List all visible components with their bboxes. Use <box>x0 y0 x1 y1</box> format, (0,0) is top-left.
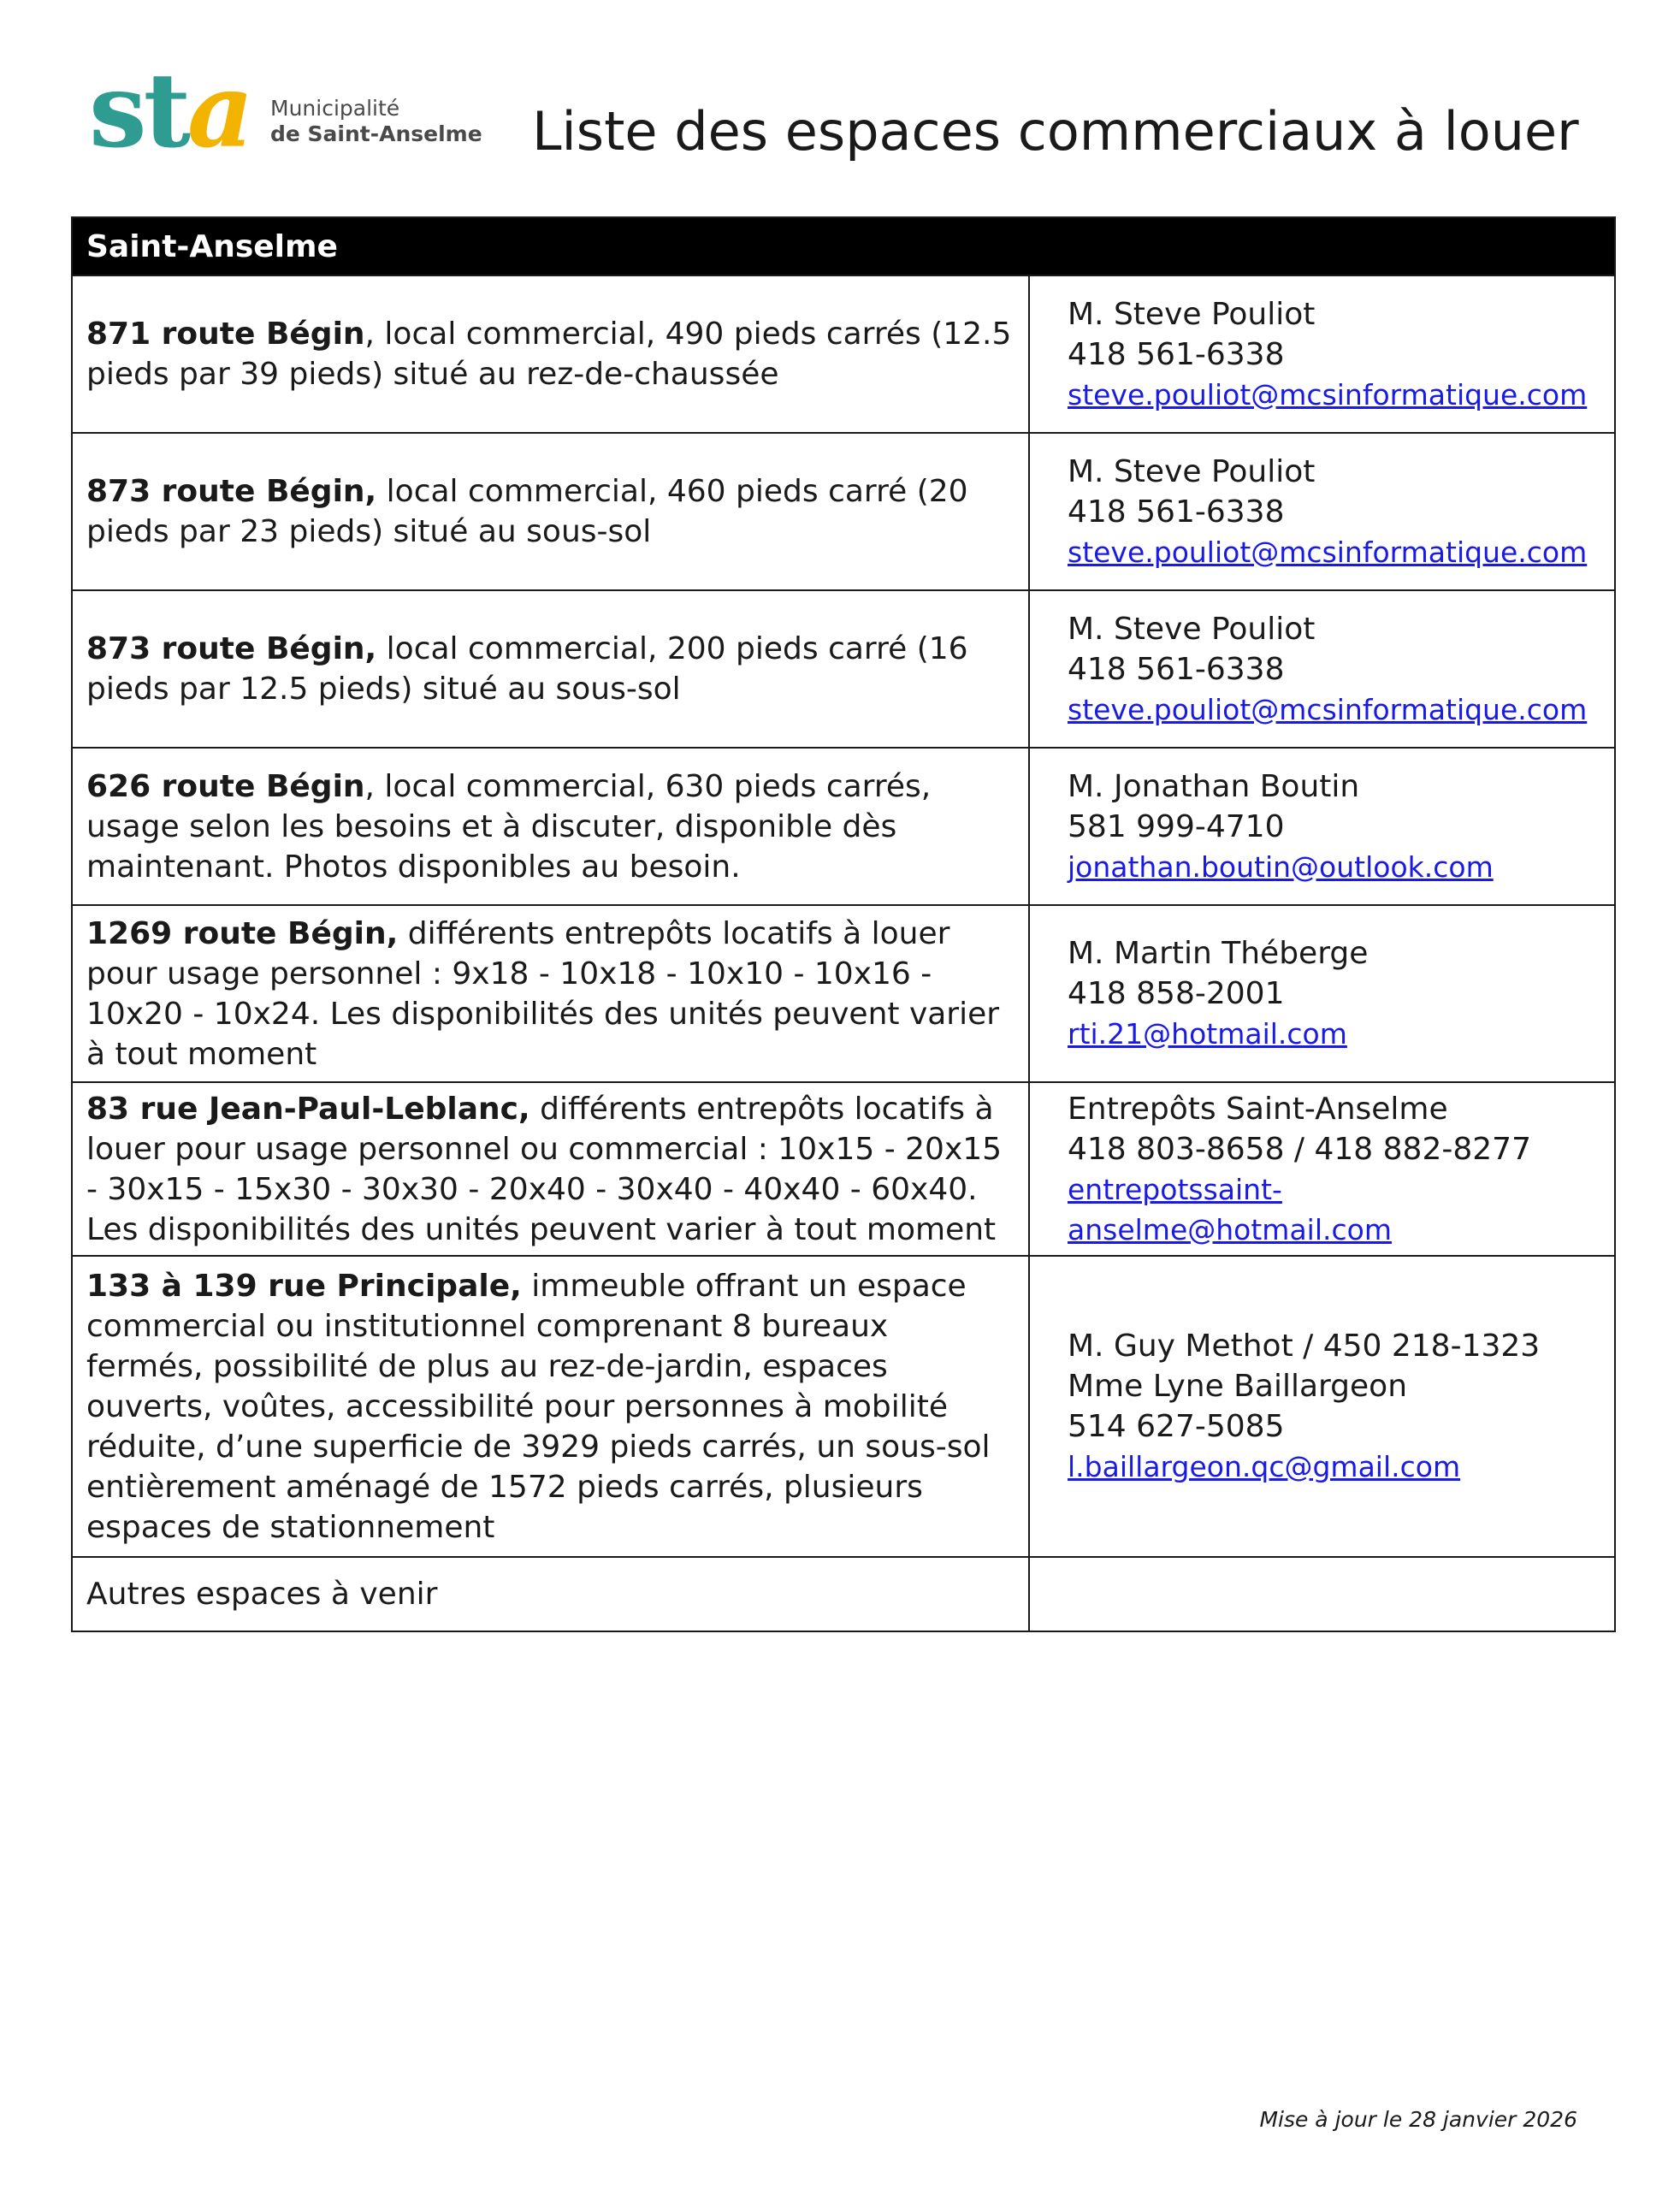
listing-address: 626 route Bégin <box>86 768 365 804</box>
logo-letter-s: s <box>89 50 144 171</box>
upcoming-spaces: Autres espaces à venir <box>72 1557 1029 1631</box>
listing-address: 873 route Bégin, <box>86 631 377 666</box>
table-row <box>72 590 1615 748</box>
logo-line-1: Municipalité <box>270 96 400 121</box>
listing-address: 83 rue Jean-Paul-Leblanc, <box>86 1091 530 1127</box>
table-row <box>72 1256 1615 1557</box>
contact-name: M. Guy Methot / 450 218-1323 <box>1068 1329 1541 1364</box>
contact-email-link[interactable]: l.baillargeon.qc@gmail.com <box>1068 1450 1461 1483</box>
contact-phone: 418 858-2001 <box>1068 976 1285 1011</box>
listing-contact <box>1029 275 1615 433</box>
listing-address: 133 à 139 rue Principale, <box>86 1268 522 1304</box>
contact-email-link[interactable]: steve.pouliot@mcsinformatique.com <box>1068 692 1588 726</box>
listing-description <box>72 905 1029 1082</box>
municipality-logo <box>89 50 482 171</box>
page-title: Liste des espaces commerciaux à louer <box>532 100 1579 163</box>
logo-letter-t: t <box>143 50 187 171</box>
listing-description <box>72 275 1029 433</box>
contact-email-link[interactable]: entrepotssaint-anselme@hotmail.com <box>1068 1172 1392 1246</box>
contact-name-2: Mme Lyne Baillargeon <box>1068 1369 1408 1404</box>
listing-contact <box>1029 433 1615 590</box>
table-row <box>72 748 1615 905</box>
contact-email-link[interactable]: jonathan.boutin@outlook.com <box>1068 849 1494 884</box>
contact-email-link[interactable]: rti.21@hotmail.com <box>1068 1017 1347 1051</box>
listing-details: , local commercial, 630 pieds carrés, usage selon les besoins et à discuter, disponible dès maintenant. Photos disponibles au besoin. <box>86 768 932 885</box>
listing-description <box>72 590 1029 748</box>
section-header: Saint-Anselme <box>72 217 1615 275</box>
contact-phone: 418 561-6338 <box>1068 494 1285 530</box>
listing-description <box>72 748 1029 905</box>
contact-phone: 418 561-6338 <box>1068 651 1285 687</box>
listing-details: différents entrepôts locatifs à louer pour usage personnel : 9x18 - 10x18 - 10x10 - 10x16 - 10x20 - 10x24. Les disponibilités des unités peuvent varier à tout moment <box>86 915 1000 1072</box>
listing-address: 1269 route Bégin, <box>86 915 399 951</box>
listing-details: local commercial, 200 pieds carré (16 pieds par 12.5 pieds) situé au sous-sol <box>86 631 968 707</box>
contact-phone: 418 803-8658 / 418 882-8277 <box>1068 1131 1531 1167</box>
table-row <box>72 1082 1615 1256</box>
listing-details: immeuble offrant un espace commercial ou institutionnel comprenant 8 bureaux fermés, possibilité de plus au rez-de-jardin, espaces ouverts, voûtes, accessibilité pour personnes à mobilité réduite, d’une superficie de 3929 pieds carrés, un sous-sol entièrement aménagé de 1572 pieds carrés, plusieurs espaces de stationnement <box>86 1268 991 1545</box>
table-row <box>72 1557 1615 1631</box>
listing-contact <box>1029 1082 1615 1256</box>
contact-phone: 418 561-6338 <box>1068 336 1285 372</box>
listing-contact <box>1029 1256 1615 1557</box>
listing-details: , local commercial, 490 pieds carrés (12.5 pieds par 39 pieds) situé au rez-de-chaussée <box>86 317 1012 392</box>
contact-phone: 581 999-4710 <box>1068 808 1285 844</box>
logo-line-2: de Saint-Anselme <box>270 121 482 146</box>
contact-phone: 514 627-5085 <box>1068 1409 1285 1444</box>
empty-contact-cell <box>1029 1557 1615 1631</box>
listing-address: 871 route Bégin <box>86 317 365 352</box>
logo-letter-a: a <box>187 50 251 171</box>
contact-name: M. Steve Pouliot <box>1068 611 1316 647</box>
contact-email-link[interactable]: steve.pouliot@mcsinformatique.com <box>1068 535 1588 569</box>
listing-address: 873 route Bégin, <box>86 474 377 509</box>
listing-description <box>72 1256 1029 1557</box>
listing-description <box>72 433 1029 590</box>
logo-text <box>270 96 482 147</box>
listing-details: différents entrepôts locatifs à louer pour usage personnel ou commercial : 10x15 - 20x15 - 30x15 - 15x30 - 30x30 - 20x40 - 30x40 - 40x40 - 60x40. Les disponibilités des unités peuvent varier à tout moment <box>86 1091 1003 1247</box>
listing-details: local commercial, 460 pieds carré (20 pieds par 23 pieds) situé au sous-sol <box>86 474 968 549</box>
table-row <box>72 275 1615 433</box>
listing-contact <box>1029 905 1615 1082</box>
table-row <box>72 905 1615 1082</box>
listing-description <box>72 1082 1029 1256</box>
contact-name: M. Steve Pouliot <box>1068 453 1316 489</box>
contact-name: M. Jonathan Boutin <box>1068 768 1360 804</box>
listings-table <box>71 216 1616 1632</box>
table-row <box>72 433 1615 590</box>
contact-name: Entrepôts Saint-Anselme <box>1068 1091 1448 1127</box>
contact-name: M. Martin Théberge <box>1068 936 1369 971</box>
contact-name: M. Steve Pouliot <box>1068 296 1316 332</box>
section-header-row <box>72 217 1615 275</box>
update-date: Mise à jour le 28 janvier 2026 <box>1259 2107 1577 2132</box>
logo-mark <box>89 50 251 171</box>
listing-contact <box>1029 748 1615 905</box>
contact-email-link[interactable]: steve.pouliot@mcsinformatique.com <box>1068 377 1588 411</box>
listing-contact <box>1029 590 1615 748</box>
